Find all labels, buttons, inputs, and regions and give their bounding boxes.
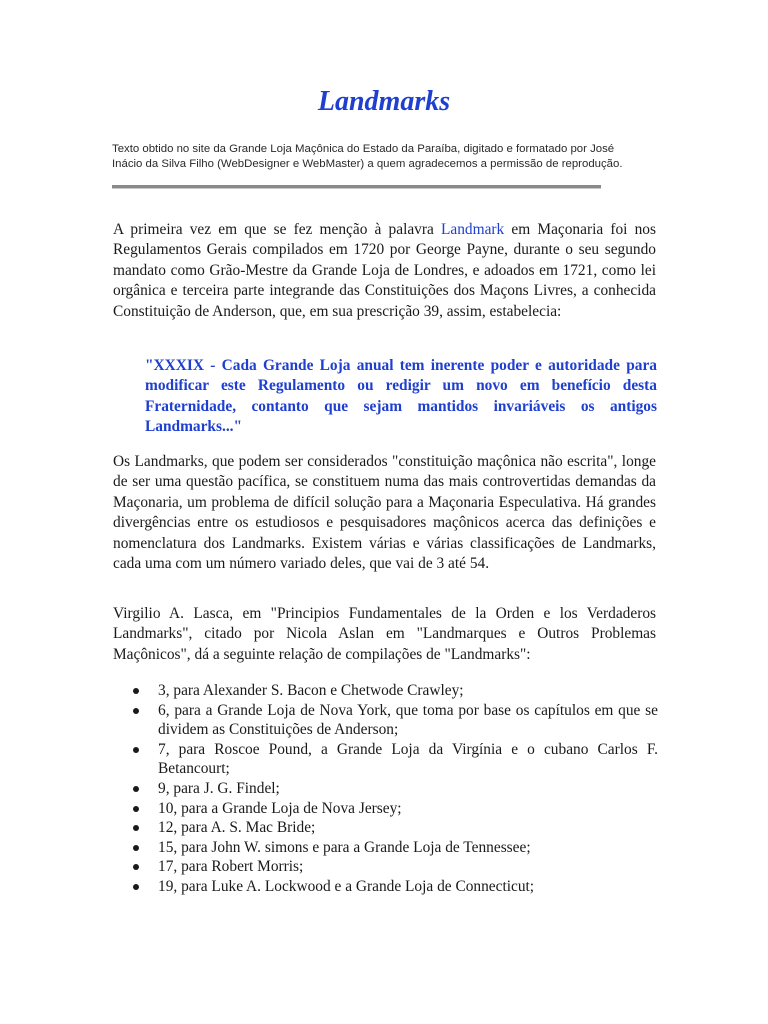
list-item-text: 12, para A. S. Mac Bride; [158,819,316,837]
bullet-icon [133,747,139,753]
list-item-text: 7, para Roscoe Pound, a Grande Loja da Virgínia e o cubano Carlos F. Betancourt; [158,740,658,778]
list-item-text: 15, para John W. simons e para a Grande Loja de Tennessee; [158,838,531,856]
intro-note: Texto obtido no site da Grande Loja Maçônica do Estado da Paraíba, digitado e formatado por José Inácio da Silva Filho (WebDesigner e WebMaster) a quem agradecemos a permissão de reprodução. [112,143,623,170]
list-item [113,818,658,838]
page-title: Landmarks [317,86,451,117]
bullet-icon [133,806,139,812]
bullet-icon [133,708,139,714]
horizontal-rule [112,185,601,189]
list-item-text: 3, para Alexander S. Bacon e Chetwode Crawley; [158,682,464,699]
bullet-icon [133,864,139,870]
paragraph-lasca-citation: Virgilio A. Lasca, em "Principios Fundamentales de la Orden e los Verdaderos Landmarks", citado por Nicola Aslan em "Landmarques e Outros Problemas Maçônicos", dá a seguinte relação de compilações de "Landmarks": [113,605,656,663]
list-item-text: 10, para a Grande Loja de Nova Jersey; [158,799,402,817]
paragraph-text-after-link: em Maçonaria foi nos Regulamentos Gerais compilados em 1720 por George Payne, durante o seu segundo mandato como Grão-Mestre da Grande Loja de Londres, e adoados em 1721, como lei orgânica e terceira parte integrande das Constituições dos Maçons Livres, a conhecida Constituição de Anderson, que, em sua prescrição 39, assim, estabelecia: [113,221,656,320]
compilations-list [113,681,658,897]
list-item [113,838,658,858]
list-item-text: 6, para a Grande Loja de Nova York, que toma por base os capítulos em que se dividem as Constituições de Anderson; [158,701,658,739]
list-item [113,857,658,877]
landmark-link[interactable]: Landmark [441,221,505,238]
bullet-icon [133,688,139,694]
list-item [113,740,658,779]
list-item-text: 19, para Luke A. Lockwood e a Grande Loja de Connecticut; [158,877,535,895]
bullet-icon [133,825,139,831]
list-item [113,799,658,819]
paragraph-text-before-link: A primeira vez em que se fez menção à palavra [113,221,441,238]
constitution-quote: "XXXIX - Cada Grande Loja anual tem inerente poder e autoridade para modificar este Regulamento ou redigir um novo em benefício desta Fraternidade, contanto que sejam mantidos invariáveis os antigos Landmarks..." [145,357,657,436]
list-item-text: 17, para Robert Morris; [158,858,304,876]
list-item [113,779,658,799]
bullet-icon [133,786,139,792]
bullet-icon [133,845,139,851]
list-item-text: 9, para J. G. Findel; [158,779,280,797]
paragraph-first-mention [113,220,656,322]
list-item [113,701,658,740]
list-item [113,877,658,897]
bullet-icon [133,884,139,890]
list-item [113,681,658,701]
paragraph-landmarks-definition: Os Landmarks, que podem ser considerados "constituição maçônica não escrita", longe de ser uma questão pacífica, se constituem numa das mais controvertidas demandas da Maçonaria, um problema de difícil solução para a Maçonaria Especulativa. Há grandes divergências entre os estudiosos e pesquisadores maçônicos acerca das definições e nomenclatura dos Landmarks. Existem várias e várias classificações de Landmarks, cada uma com um número variado deles, que vai de 3 até 54. [113,453,656,573]
